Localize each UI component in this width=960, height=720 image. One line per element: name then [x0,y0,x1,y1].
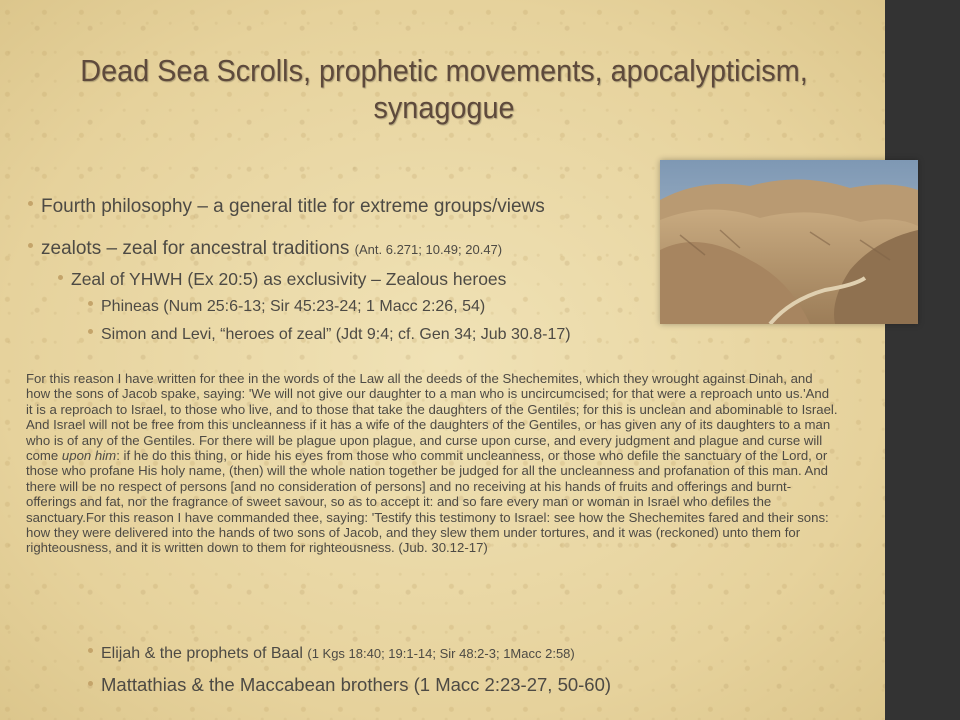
quote-text-part1: For this reason I have written for thee in the words of the Law all the deeds of the Shechemites, which they wrought against Dinah, and how the sons of Jacob spake, saying: 'We will not give our daughter to a man who is uncircumcised; for that were a reproach unto us.'And it is a reproach to Israel, to those who live, and to those that take the daughters of the Gentiles; for this is unclean and abominable to Israel. And Israel will not be free from this uncleanness if it has a wife of the daughters of the Gentiles, or has given any of its daughters to a man who is of any of the Gentiles. For there will be plague upon plague, and curse upon curse, and every judgment and plague and curse will come [26,371,838,464]
bullet-phineas [88,298,485,316]
bullet-text: Elijah & the prophets of Baal [101,645,308,662]
bullet-zealots [28,238,502,260]
bullet-text: zealots – zeal for ancestral traditions [41,238,355,259]
bullet-elijah [88,645,575,663]
bullet-dot [88,301,93,306]
bullet-reference: (1 Kgs 18:40; 19:1-14; Sir 48:2-3; 1Macc 2:58) [307,646,575,661]
slide-title: Dead Sea Scrolls, prophetic movements, apocalypticism, synagogue [80,53,808,125]
bullet-text: Simon and Levi, “heroes of zeal” (Jdt 9:4; cf. Gen 34; Jub 30.8-17) [101,326,571,343]
bullet-text: Mattathias & the Maccabean brothers (1 Macc 2:23-27, 50-60) [101,674,612,695]
bullet-text: Phineas (Num 25:6-13; Sir 45:23-24; 1 Macc 2:26, 54) [101,298,486,315]
quote-text-part2: : if he do this thing, or hide his eyes from those who commit uncleanness, or those who defile the sanctuary of the Lord, or those who profane His holy name, (then) will the whole nation together be judged for all the uncleanness and profanation of this man. And there will be no respect of persons [and no consideration of persons] and no receiving at his hands of fruits and offerings and burnt-offerings and fat, nor the fragrance of sweet savour, so as to accept it: and so fare every man or woman in Israel who defiles the sanctuary.For this reason I have commanded thee, saying: 'Testify this testimony to Israel: see how the Shechemites fared and their sons: how they were delivered into the hands of two sons of Jacob, and they slew them under tortures, and it was (reckoned) unto them for righteousness, and it is written down to them for righteousness. (Jub. 30.12-17) [26,448,829,556]
bullet-dot [88,681,93,686]
quote-italic-text: upon him [61,448,117,464]
bullet-text: Zeal of YHWH (Ex 20:5) as exclusivity – Zealous heroes [71,269,507,289]
bullet-zeal-of-yhwh [58,269,506,290]
bullet-dot [28,201,33,206]
bullet-reference: (Ant. 6.271; 10.49; 20.47) [354,242,503,257]
bullet-dot [88,329,93,334]
bullet-dot [58,275,63,280]
jubilees-quotation [26,371,838,556]
right-sidebar-bar [885,0,960,720]
desert-hills-picture [660,160,918,324]
bullet-dot [28,243,33,248]
bullet-text: Fourth philosophy – a general title for extreme groups/views [41,196,545,217]
desert-landscape-image [660,160,918,324]
bullet-dot [88,648,93,653]
bullet-mattathias [88,674,611,696]
bullet-fourth-philosophy [28,196,545,218]
bullet-simon-levi [88,326,571,344]
